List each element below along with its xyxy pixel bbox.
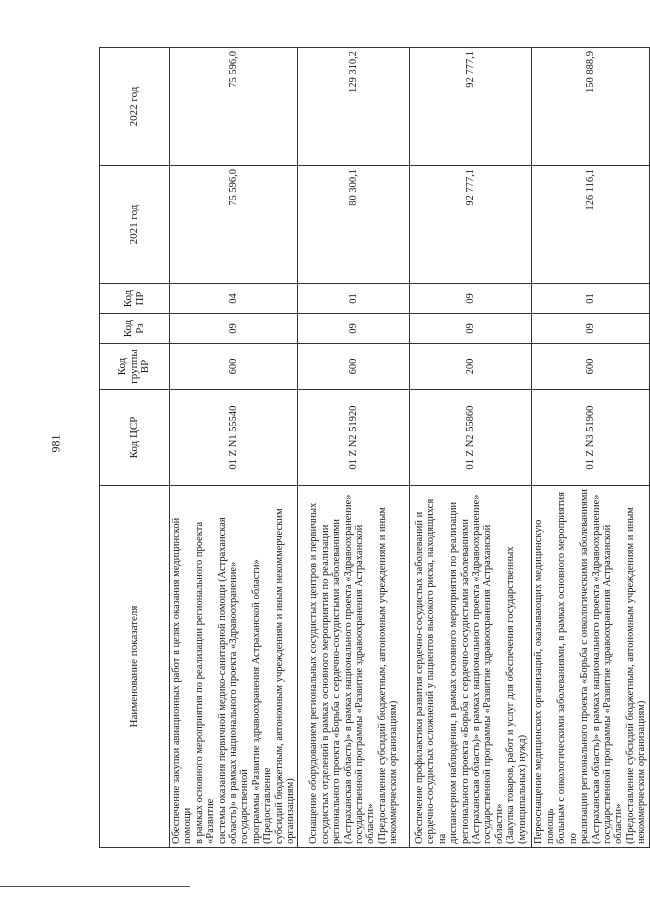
- table-row: [170, 48, 298, 848]
- page-number: 981: [48, 434, 63, 453]
- row-pr: 01: [532, 284, 649, 314]
- row-name: Обеспечение профилактики развития сердечно-сосудистых заболеваний и сердечно-сосудистых осложнений у пациентов высокого риска, находящихся на диспансерном наблюдении, в рамках основного мероприятия по реализации регионального проекта «Борьба с сердечно-сосудистыми заболеваниями (Астраханская область)» в рамках национального проекта «Здравоохранение» государственной программы «Развитие здравоохранения Астраханской области» (Закупка товаров, работ и услуг для обеспечения государственных (муниципальных) нужд): [410, 486, 532, 848]
- row-csr: 01 Z N1 55540: [170, 390, 298, 486]
- header-pr: Код ПР: [100, 284, 170, 314]
- header-2021: 2021 год: [100, 166, 170, 284]
- table-header-row: [100, 48, 170, 848]
- row-rz: 09: [410, 314, 532, 344]
- row-rz: 09: [170, 314, 298, 344]
- row-csr: 01 Z N2 51920: [298, 390, 410, 486]
- row-vr: 600: [170, 344, 298, 390]
- table-row: [298, 48, 410, 848]
- row-pr: 09: [410, 284, 532, 314]
- row-rz: 09: [298, 314, 410, 344]
- row-name: Обеспечение закупки авиационных работ в целях оказания медицинской помощи в рамках основного мероприятия по реализации регионального проекта «Развитие системы оказания первичной медико-санитарной помощи (Астраханская область)» в рамках национального проекта «Здравоохранение» государственной программы «Развитие здравоохранения Астраханской области» (Предоставление субсидий бюджетным, автономным учреждениям и иным некоммерческим организациям): [170, 486, 298, 848]
- header-vr: Код группы ВР: [100, 344, 170, 390]
- row-pr: 01: [298, 284, 410, 314]
- row-2021: 80 300,1: [298, 166, 410, 284]
- row-name: Оснащение оборудованием региональных сосудистых центров и первичных сосудистых отделений в рамках основного мероприятия по реализации регионального проекта «Борьба с сердечно-сосудистыми заболеваниями (Астраханская область)» в рамках национального проекта «Здравоохранение» государственной программы «Развитие здравоохранения Астраханской области» (Предоставление субсидий бюджетным, автономным учреждениям и иным некоммерческим организациям): [298, 486, 410, 848]
- table-row: [532, 48, 649, 848]
- row-2022: 92 777,1: [410, 48, 532, 166]
- footnote-divider: [0, 886, 190, 887]
- row-2022: 75 596,0: [170, 48, 298, 166]
- header-rz: Код Рз: [100, 314, 170, 344]
- header-name: Наименование показателя: [100, 486, 170, 848]
- row-csr: 01 Z N3 51900: [532, 390, 649, 486]
- row-2021: 126 116,1: [532, 166, 649, 284]
- table-row: [410, 48, 532, 848]
- row-vr: 600: [532, 344, 649, 390]
- header-2022: 2022 год: [100, 48, 170, 166]
- row-name: Переоснащение медицинских организаций, оказывающих медицинскую помощь больным с онкологическими заболеваниями, в рамках основного мероприятия по реализации регионального проекта «Борьба с онкологическими заболеваниями (Астраханская область)» в рамках национального проекта «Здравоохранение» государственной программы «Развитие здравоохранения Астраханской области» (Предоставление субсидий бюджетным, автономным учреждениям и иным некоммерческим организациям): [532, 486, 649, 848]
- row-rz: 09: [532, 314, 649, 344]
- row-2022: 129 310,2: [298, 48, 410, 166]
- row-pr: 04: [170, 284, 298, 314]
- row-vr: 600: [298, 344, 410, 390]
- row-2021: 75 596,0: [170, 166, 298, 284]
- header-csr: Код ЦСР: [100, 390, 170, 486]
- rotated-table-container: [99, 48, 648, 848]
- row-vr: 200: [410, 344, 532, 390]
- row-2021: 92 777,1: [410, 166, 532, 284]
- row-2022: 150 888,9: [532, 48, 649, 166]
- row-csr: 01 Z N2 55860: [410, 390, 532, 486]
- budget-table: [99, 47, 650, 848]
